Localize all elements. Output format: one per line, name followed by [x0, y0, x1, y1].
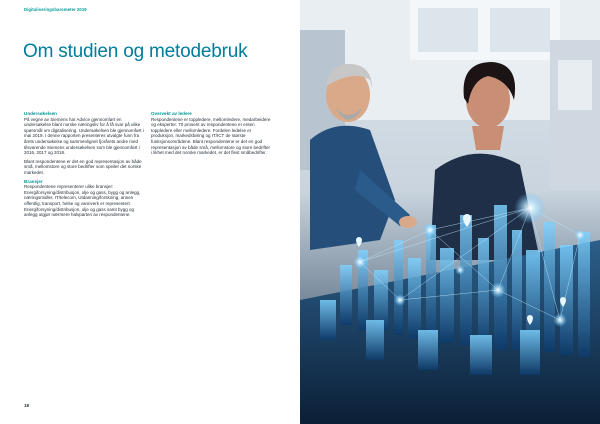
section-heading-overvekt-av-ledere: Overvekt av ledere	[151, 111, 192, 116]
text-column-left	[24, 111, 144, 221]
running-header: Digitaliseringsbarometer 2019	[24, 7, 87, 12]
text-column-right	[151, 111, 271, 159]
section-heading-bransjer: Bransjer	[24, 178, 43, 184]
page-title: Om studien og metodebruk	[23, 41, 248, 62]
section-heading-undersokelsen: Undersøkelsen	[24, 111, 57, 116]
paragraph: På vegne av Siemens har Advice gjennomført en undersøkelse blant norske næringsliv for å få svar på ulike spørsmål om digitalisering. Undersøkelsen ble gjennomført i mai 2019. I denne rapporten presenteres utvalgte funn fra årets undersøkelse og sammenlignet fjorårets andre med tilsvarende Siemens undersøkelsen som ble gjennomført i 2016, 2017 og 2018.	[24, 116, 144, 156]
photo-smart-city-hologram	[300, 0, 600, 424]
page-number: 18	[24, 403, 30, 408]
paragraph: Blant respondentene er det en god representasjon av både små, mellomstore og store bedrifter som speiler det norske markedet.	[24, 158, 142, 175]
photo-illustration	[300, 0, 600, 424]
paragraph: Respondentene representerer ulike bransjer: Energiforsyning/distribusjon, olje og gass, bygg og anlegg, næringsmidler, IT/telecom, Utdanning/forskning, annen offentlig, transport, helse og vannverk er representert. Energiforsyning/distribusjon, olje og gass samt bygg og anlegg utgjør nærmere halvparten av respondentene.	[24, 184, 141, 218]
paragraph: Respondentene er toppledere, mellomledere, medarbeidere og eksperter. 70 prosent av respondentene er enten toppledere eller mellomledere. Fordelen ledelse er produksjon, markedsføring og IT/ICT de største funksjonsområdene. Blant respondentene er det en god representasjon av både små, mellomstore og store bedrifter i likhet med det norske markedet, er det flest småbedrifter.	[151, 116, 271, 156]
